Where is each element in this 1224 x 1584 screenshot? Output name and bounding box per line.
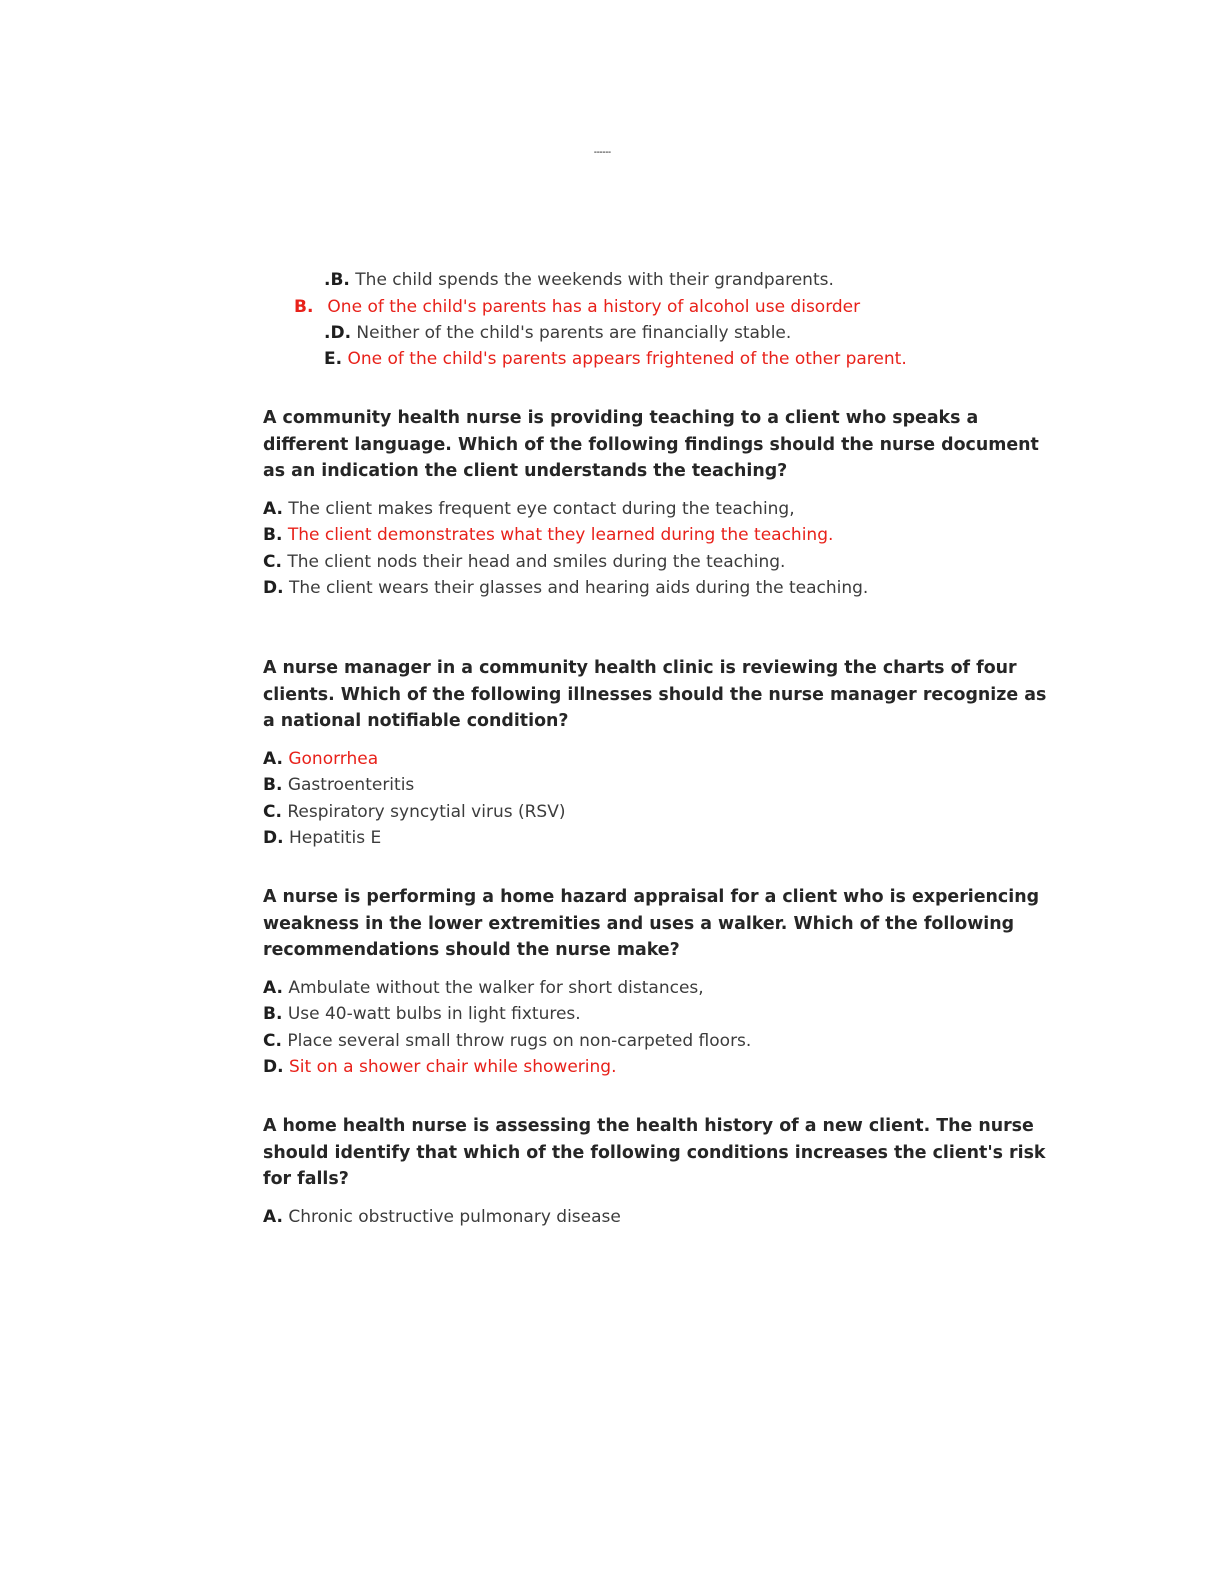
question-stem: A nurse manager in a community health clinic is reviewing the charts of four clients. Which of the following illnesses should the nurse manager recognize as a national notifiable condition? <box>263 658 1047 731</box>
option-letter: E. <box>324 349 343 369</box>
option-letter: D. <box>263 828 284 848</box>
prev-option-b <box>324 270 834 290</box>
q1-option-b <box>263 525 833 545</box>
prev-option-b-correct <box>294 297 860 317</box>
option-letter: .D. <box>324 323 352 343</box>
option-letter: B. <box>263 775 283 795</box>
q4-option-a <box>263 1207 621 1227</box>
question-stem: A home health nurse is assessing the health history of a new client. The nurse should identify that which of the following conditions increases the client's risk for falls? <box>263 1116 1046 1189</box>
option-letter: B. <box>263 1004 283 1024</box>
option-text: The child spends the weekends with their grandparents. <box>349 270 834 290</box>
q2-option-a <box>263 749 378 769</box>
prev-option-e <box>324 349 907 369</box>
option-text: Neither of the child's parents are financially stable. <box>351 323 792 343</box>
option-letter: .B. <box>324 270 350 290</box>
q3-option-c <box>263 1031 751 1051</box>
option-text: Gastroenteritis <box>282 775 415 795</box>
option-text: The client nods their head and smiles during the teaching. <box>281 552 786 572</box>
q2-option-b <box>263 775 414 795</box>
option-text: Sit on a shower chair while showering. <box>283 1057 617 1077</box>
option-text: One of the child's parents appears frightened of the other parent. <box>342 349 907 369</box>
option-letter: A. <box>263 499 283 519</box>
question-stem: A community health nurse is providing teaching to a client who speaks a different language. Which of the following findings should the nurse document as an indication the client understands the teaching? <box>263 408 1039 481</box>
q3-option-d <box>263 1057 616 1077</box>
option-letter: A. <box>263 1207 283 1227</box>
q3-option-a <box>263 978 704 998</box>
question-stem: A nurse is performing a home hazard appraisal for a client who is experiencing weakness in the lower extremities and uses a walker. Which of the following recommendations should the nurse make? <box>263 887 1040 960</box>
option-text: Use 40-watt bulbs in light fixtures. <box>282 1004 581 1024</box>
prev-option-d <box>324 323 791 343</box>
option-text: The client makes frequent eye contact during the teaching, <box>282 499 795 519</box>
q1-option-a <box>263 499 795 519</box>
option-text: Ambulate without the walker for short distances, <box>282 978 704 998</box>
option-text: Hepatitis E <box>283 828 382 848</box>
option-letter: C. <box>263 1031 282 1051</box>
option-letter: D. <box>263 578 284 598</box>
q2-option-d <box>263 828 381 848</box>
option-letter: B. <box>263 525 283 545</box>
option-letter: A. <box>263 749 283 769</box>
option-text: Place several small throw rugs on non-carpeted floors. <box>281 1031 752 1051</box>
option-text: The client wears their glasses and hearing aids during the teaching. <box>283 578 869 598</box>
option-text: Respiratory syncytial virus (RSV) <box>281 802 566 822</box>
header-mark: ▬▬▬▬▬▬ <box>594 150 612 154</box>
q2-option-c <box>263 802 565 822</box>
q1-option-d <box>263 578 868 598</box>
option-letter: D. <box>263 1057 284 1077</box>
option-text: The client demonstrates what they learned during the teaching. <box>282 525 834 545</box>
option-text: Gonorrhea <box>282 749 379 769</box>
option-text: One of the child's parents has a history of alcohol use disorder <box>327 297 861 317</box>
option-letter: B. <box>294 297 314 317</box>
option-letter: C. <box>263 552 282 572</box>
option-letter: C. <box>263 802 282 822</box>
option-text: Chronic obstructive pulmonary disease <box>282 1207 621 1227</box>
q3-option-b <box>263 1004 581 1024</box>
q1-option-c <box>263 552 785 572</box>
option-letter: A. <box>263 978 283 998</box>
